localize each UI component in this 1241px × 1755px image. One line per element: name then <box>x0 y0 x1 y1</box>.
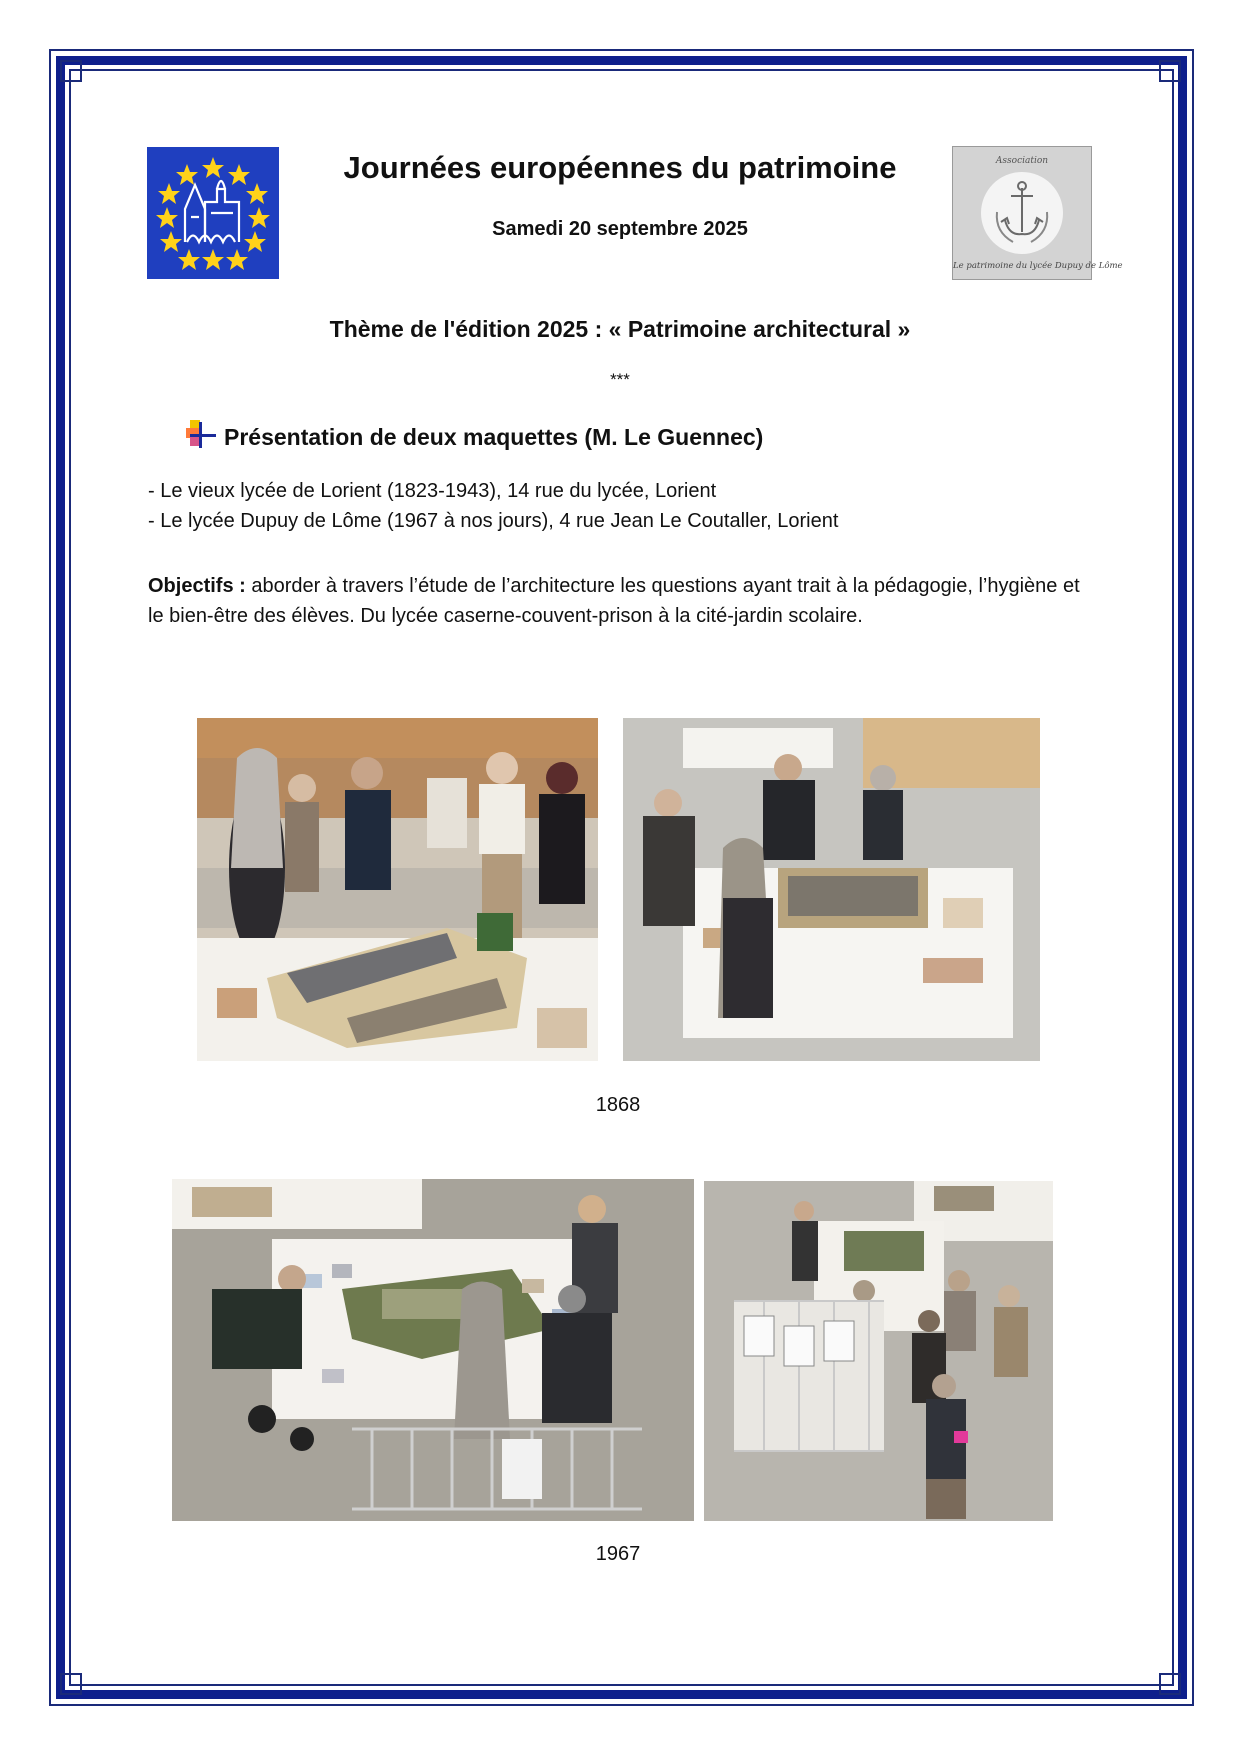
separator: *** <box>610 370 630 389</box>
association-logo-top-text: Association <box>995 156 1049 166</box>
caption-1967: 1967 <box>595 1543 641 1565</box>
edition-theme: Thème de l'édition 2025 : « Patrimoine architectural » <box>329 316 911 342</box>
photo-new-lycee-model <box>172 1179 694 1521</box>
frame-corner <box>60 1673 82 1695</box>
photo-overhead-old-lycee-model <box>623 718 1040 1061</box>
photo-visitors-old-lycee-model <box>197 718 598 1061</box>
caption-1868: 1868 <box>595 1094 641 1116</box>
section-title: Présentation de deux maquettes (M. Le Guennec) <box>224 424 764 450</box>
association-logo-bottom-text: Le patrimoine du lycée Dupuy de Lôme <box>953 261 1123 271</box>
objectives-label: Objectifs : <box>148 575 246 597</box>
bullet-cross-icon <box>186 418 218 450</box>
association-logo <box>952 146 1123 280</box>
frame-corner <box>1159 1673 1181 1695</box>
objectives-text: aborder à travers l’étude de l’architecture les questions ayant trait à la pédagogie, l’hygiène et le bien-être des élèves. Du lycée caserne-couvent-prison à la cité-jardin scolaire. <box>148 575 1080 627</box>
frame-corner <box>60 60 82 82</box>
objectives-paragraph <box>148 571 1098 631</box>
frame-corner <box>1159 60 1181 82</box>
photo-exhibition-panels <box>704 1181 1053 1521</box>
page-title: Journées européennes du patrimoine <box>343 150 897 185</box>
european-heritage-days-logo <box>147 147 279 279</box>
anchor-medallion-icon <box>981 172 1063 254</box>
list-item: - Le vieux lycée de Lorient (1823-1943), 14 rue du lycée, Lorient <box>148 480 717 502</box>
event-date: Samedi 20 septembre 2025 <box>492 218 748 240</box>
list-item: - Le lycée Dupuy de Lôme (1967 à nos jours), 4 rue Jean Le Coutaller, Lorient <box>148 510 839 532</box>
